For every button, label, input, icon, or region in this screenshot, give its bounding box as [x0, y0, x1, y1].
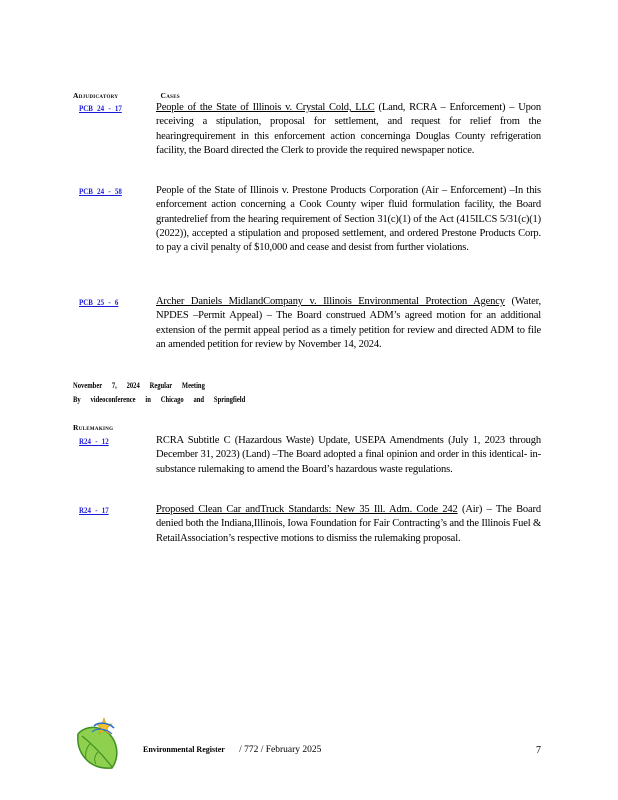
case-link-pcb-24-17[interactable]: PCB 24 - 17	[79, 103, 122, 113]
case-entry-pcb-24-58	[79, 184, 541, 255]
issue-info: / 772 / February 2025	[239, 745, 322, 755]
case-summary: People of the State of Illinois v. Prestone Products Corporation (Air – Enforcement) –In this enforcement action concerning a Cook County wiper fluid formulation facility, the Board grantedrelief from the hearing requirement of Section 31(c)(1) of the Act (415ILCS 5/31(c)(1) (2022)), accepted a stipulation and proposed settlement, and ordered Prestone Products Corp. to pay a civil penalty of $10,000 and cease and desist from further violations.	[156, 185, 541, 254]
case-description	[156, 295, 541, 352]
section-heading-adjudicatory-cases: Adjudicatory Cases	[73, 91, 180, 100]
rulemaking-title: Proposed Clean Car andTruck Standards: New 35 Ill. Adm. Code 242	[156, 504, 458, 515]
case-summary: (Water, NPDES –Permit Appeal) – The Board construed ADM’s agreed motion for an additional extension of the permit appeal period as a timely petition for review and directed ADM to file an amended petition for review by November 14, 2024.	[156, 296, 541, 350]
case-link-pcb-24-58[interactable]: PCB 24 - 58	[79, 186, 122, 196]
case-description	[156, 101, 541, 158]
case-title: Archer Daniels MidlandCompany v. Illinois Environmental Protection Agency	[156, 296, 505, 307]
rulemaking-entry-r24-17	[79, 503, 541, 546]
rulemaking-link-r24-17[interactable]: R24 - 17	[79, 505, 109, 515]
case-description	[156, 184, 541, 255]
case-summary: (Land, RCRA – Enforcement) – Upon receiving a stipulation, proposal for settlement, and request for relief from the hearingrequirement in this enforcement action concerninga Douglas County refrigeration facility, the Board directed the Clerk to provide the required newspaper notice.	[156, 102, 541, 156]
rulemaking-entry-r24-12	[79, 434, 541, 477]
case-title: People of the State of Illinois v. Crystal Cold, LLC	[156, 102, 375, 113]
publication-name: Environmental Register	[143, 745, 225, 754]
rulemaking-summary: (Air) – The Board denied both the Indiana,Illinois, Iowa Foundation for Fair Contracting’s and the Illinois Fuel & RetailAssociation’s respective motions to dismiss the rulemaking proposal.	[156, 504, 541, 544]
case-link-pcb-25-6[interactable]: PCB 25 - 6	[79, 297, 119, 307]
rulemaking-summary: RCRA Subtitle C (Hazardous Waste) Update, USEPA Amendments (July 1, 2023 through December 31, 2023) (Land) –The Board adopted a final opinion and order in this identical- in-substance rulemaking to amend the Board’s hazardous waste regulations.	[156, 435, 541, 475]
rulemaking-description	[156, 434, 541, 477]
section-heading-rulemaking: Rulemaking	[73, 423, 114, 432]
rulemaking-link-r24-12[interactable]: R24 - 12	[79, 436, 109, 446]
meeting-location-line: By videoconference in Chicago and Springfield	[73, 395, 246, 404]
footer-publication	[143, 745, 321, 755]
page-number: 7	[536, 745, 541, 756]
meeting-date-line: November 7, 2024 Regular Meeting	[73, 381, 205, 390]
case-entry-pcb-24-17	[79, 101, 541, 158]
case-entry-pcb-25-6	[79, 295, 541, 352]
leaf-logo-icon	[72, 714, 124, 772]
rulemaking-description	[156, 503, 541, 546]
